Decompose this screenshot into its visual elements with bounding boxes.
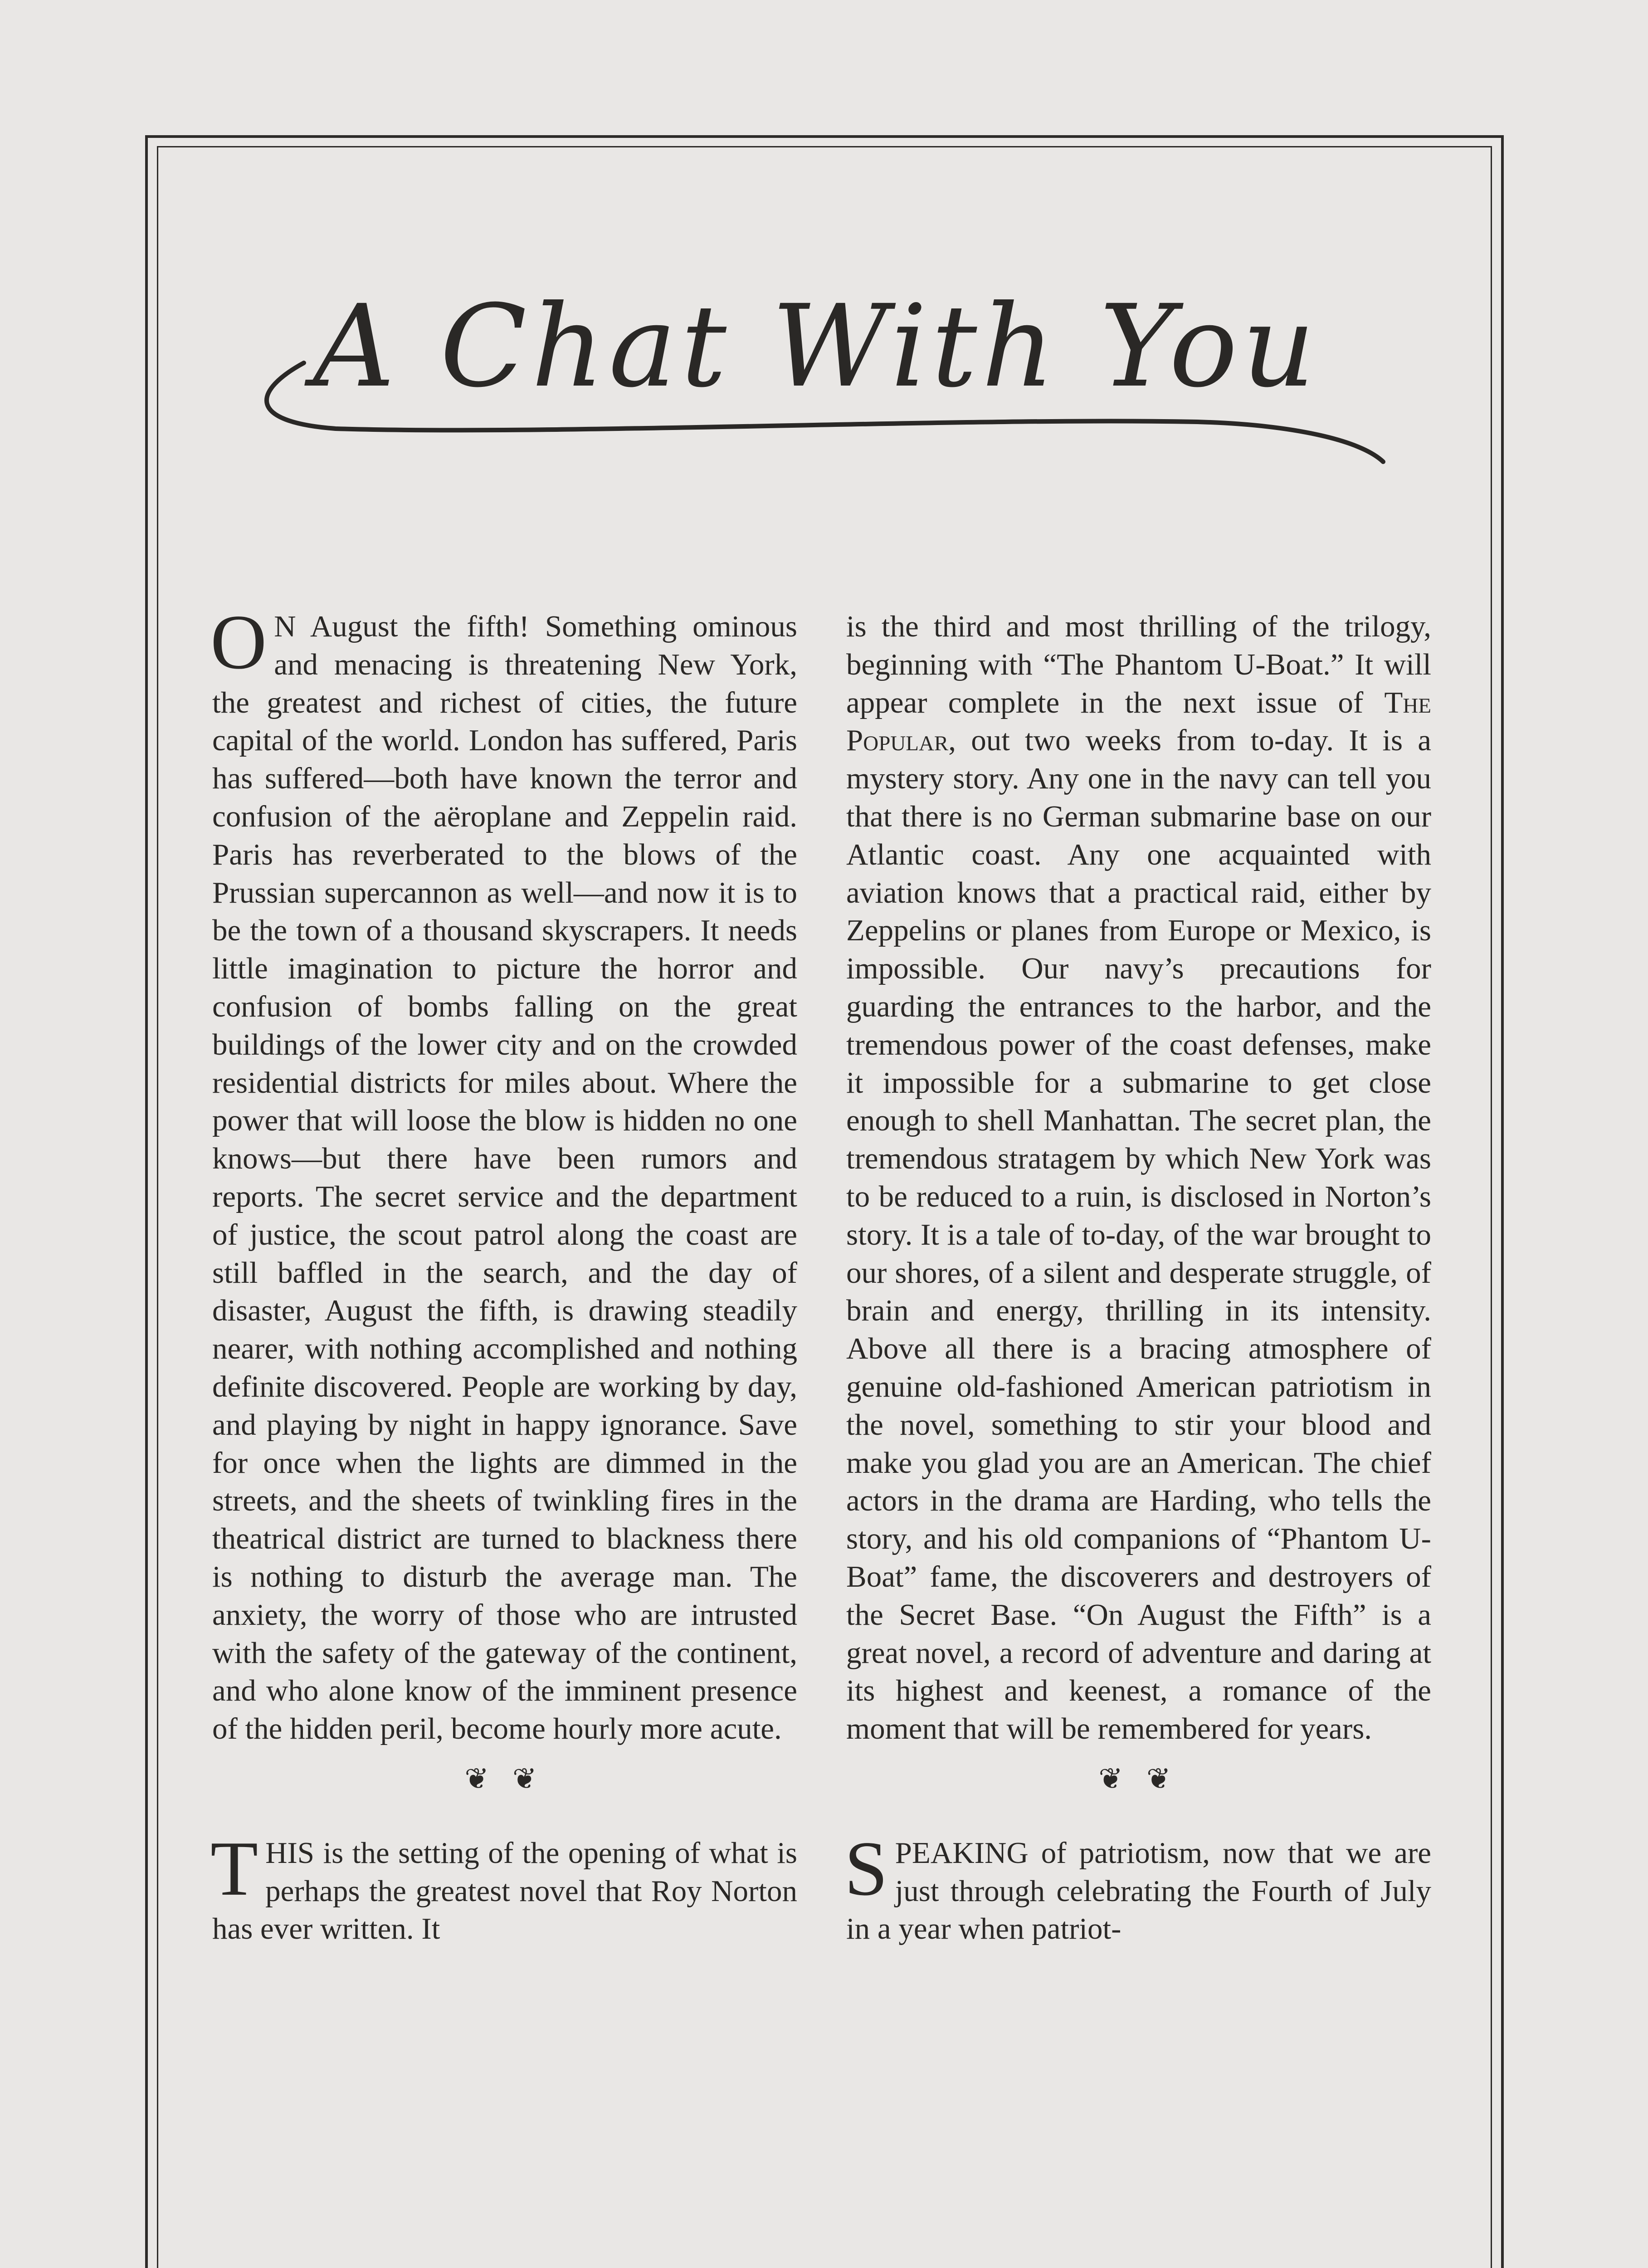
drop-cap: S xyxy=(844,1825,888,1912)
paragraph-on-august-the-fifth xyxy=(210,599,797,1748)
paragraph-this-is-the-setting xyxy=(210,1825,797,1948)
paragraph-text: is the third and most thrilling of the trilogy, beginning with “The Phantom U-Boat.” It will appear complete in the next issue of xyxy=(846,610,1431,719)
paragraph-text: PEAKING of patriotism, now that we are just through celebrating the Fourth of July in a year when patriot- xyxy=(846,1836,1431,1946)
paragraph-text-continued: , out two weeks from to-day. It is a mystery story. Any one in the navy can tell you that there is no German submarine base on our Atlantic coast. Any one acquainted with aviation knows that a practical raid, either by Zeppelins or planes from Europe or Mexico, is impossible. Our navy’s precautions for guarding the entrances to the harbor, and the tremendous power of the coast defenses, make it impossible for a submarine to get close enough to shell Manhattan. The secret plan, the tremendous stratagem by which New York was to be reduced to a ruin, is disclosed in Norton’s story. It is a tale of to-day, of the war brought to our shores, of a silent and desperate struggle, of brain and energy, thrilling in its intensity. Above all there is a bracing atmosphere of genuine old-fashioned American patriotism in the novel, something to stir your blood and make you glad you are an American. The chief actors in the drama are Harding, who tells the story, and his old companions of “Phantom U-Boat” fame, the discoverers and destroyers of the Secret Base. “On August the Fifth” is a great novel, a record of adventure and daring at its highest and keenest, a romance of the moment that will be remembered for years. xyxy=(846,723,1431,1746)
left-column xyxy=(210,599,797,1948)
drop-cap: O xyxy=(210,599,267,685)
magazine-name: The Popular xyxy=(846,685,1431,758)
section-ornament: ❦ ❦ xyxy=(1098,1762,1179,1795)
section-ornament: ❦ ❦ xyxy=(464,1762,545,1795)
paragraph-third-of-trilogy xyxy=(846,608,1431,1748)
right-column xyxy=(846,608,1431,1948)
drop-cap: T xyxy=(210,1825,258,1912)
paragraph-text: N August the fifth! Something ominous and menacing is threatening New York, the greatest and richest of cities, the future capital of the world. London has suffered, Paris has suffered—both have known the terror and confusion of the aëroplane and Zeppelin raid. Paris has reverberated to the blows of the Prussian supercannon as well—and now it is to be the town of a thousand skyscrapers. It needs little imagination to picture the horror and confusion of bombs falling on the great buildings of the lower city and on the crowded residential districts for miles about. Where the power that will loose the blow is hidden no one knows—but there have been rumors and reports. The secret service and the department of justice, the scout patrol along the coast are still baffled in the search, and the day of disaster, August the fifth, is drawing steadily nearer, with nothing accomplished and nothing definite discovered. People are working by day, and playing by night in happy ignorance. Save for once when the lights are dimmed in the streets, and the sheets of twinkling fires in the theatrical district are turned to blackness there is nothing to disturb the average man. The anxiety, the worry of those who are intrusted with the safety of the gateway of the continent, and who alone know of the imminent presence of the hidden peril, become hourly more acute. xyxy=(212,610,797,1746)
paragraph-speaking-of-patriotism xyxy=(844,1825,1431,1948)
paragraph-text: HIS is the setting of the opening of what is perhaps the greatest novel that Roy Norton has ever written. It xyxy=(212,1836,797,1946)
title-heading xyxy=(236,272,1397,508)
title-text: A Chat With You xyxy=(313,280,1320,412)
